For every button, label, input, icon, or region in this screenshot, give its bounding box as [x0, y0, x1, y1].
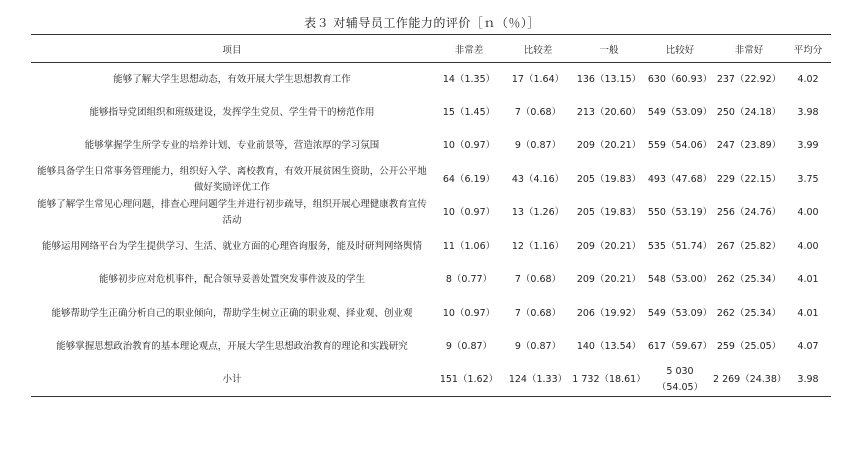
very-poor-cell: 10（0.97）: [442, 307, 496, 319]
poor-cell: 124（1.33）: [505, 364, 571, 397]
average-cell: 140（13.54）: [576, 341, 642, 353]
header-very-good: 非常好: [713, 35, 785, 63]
very-good-cell: 259（25.05）: [716, 341, 782, 353]
average-cell: 205（19.83）: [576, 173, 642, 185]
very-poor-cell: 64（6.19）: [442, 173, 496, 185]
poor-cell: 9（0.87）: [514, 140, 562, 152]
average-cell: 136（13.15）: [576, 73, 642, 85]
item-cell: 能够指导党团组织和班级建设，发挥学生党员、学生骨干的榜范作用: [89, 106, 375, 118]
very-good-cell: 256（24.76）: [716, 207, 782, 219]
item-cell: 能够帮助学生正确分析自己的职业倾向，帮助学生树立正确的职业观、择业观、创业观: [51, 307, 413, 319]
header-item: 项目: [31, 35, 433, 63]
very-poor-cell: 151（1.62）: [433, 364, 505, 397]
mean-score-cell: 4.00: [797, 207, 819, 219]
item-cell: 能够掌握思想政治教育的基本理论观点，开展大学生思想政治教育的理论和实践研究: [56, 341, 408, 353]
very-poor-cell: 14（1.35）: [442, 73, 496, 85]
table-row: [31, 96, 831, 130]
mean-score-cell: 4.01: [797, 274, 819, 286]
poor-cell: 43（4.16）: [511, 173, 565, 185]
subtotal-label: 小计: [31, 364, 433, 397]
item-cell: 能够运用网络平台为学生提供学习、生活、就业方面的心理咨询服务，能及时研判网络舆情: [41, 240, 422, 252]
table-row: [31, 163, 831, 197]
table-row: [31, 230, 831, 264]
average-cell: 205（19.83）: [576, 207, 642, 219]
poor-cell: 13（1.26）: [511, 207, 565, 219]
mean-score-cell: 3.98: [797, 106, 819, 118]
mean-score-cell: 4.02: [797, 73, 819, 85]
good-cell: 548（53.00）: [647, 274, 713, 286]
item-cell: 能够初步应对危机事件，配合领导妥善处置突发事件波及的学生: [98, 274, 365, 286]
item-cell: 能够掌握学生所学专业的培养计划、专业前景等，营造浓厚的学习氛围: [84, 140, 380, 152]
very-good-cell: 247（23.89）: [716, 140, 782, 152]
very-poor-cell: 8（0.77）: [445, 274, 493, 286]
item-cell: 能够了解学生常见心理问题，排查心理问题学生并进行初步疏导，组织开展心理健康教育宣传活动: [37, 199, 427, 227]
table-row: [31, 264, 831, 298]
header-very-poor: 非常差: [433, 35, 505, 63]
mean-score-cell: 4.01: [797, 307, 819, 319]
good-cell: 550（53.19）: [647, 207, 713, 219]
header-good: 比较好: [647, 35, 713, 63]
header-poor: 比较差: [505, 35, 571, 63]
very-good-cell: 250（24.18）: [716, 106, 782, 118]
good-cell: 630（60.93）: [647, 73, 713, 85]
table-row: [31, 331, 831, 365]
poor-cell: 12（1.16）: [511, 240, 565, 252]
evaluation-table: [31, 34, 831, 397]
header-mean-score: 平均分: [785, 35, 831, 63]
average-cell: 213（20.60）: [576, 106, 642, 118]
poor-cell: 7（0.68）: [514, 307, 562, 319]
very-good-cell: 2 269（24.38）: [713, 364, 785, 397]
good-cell: 549（53.09）: [647, 106, 713, 118]
header-row: [31, 35, 831, 63]
very-poor-cell: 15（1.45）: [442, 106, 496, 118]
table-row: [31, 197, 831, 231]
table-row: [31, 63, 831, 97]
very-good-cell: 262（25.34）: [716, 274, 782, 286]
item-cell: 能够具备学生日常事务管理能力，组织好入学、离校教育，有效开展贫困生资助，公开公平地做好奖励评优工作: [37, 165, 427, 193]
mean-score-cell: 4.00: [797, 240, 819, 252]
average-cell: 1 732（18.61）: [571, 364, 647, 397]
item-cell: 能够了解大学生思想动态，有效开展大学生思想教育工作: [113, 73, 351, 85]
poor-cell: 7（0.68）: [514, 106, 562, 118]
very-poor-cell: 10（0.97）: [442, 140, 496, 152]
very-good-cell: 237（22.92）: [716, 73, 782, 85]
subtotal-row: [31, 364, 831, 397]
mean-score-cell: 3.75: [797, 173, 819, 185]
average-cell: 209（20.21）: [576, 140, 642, 152]
very-good-cell: 229（22.15）: [716, 173, 782, 185]
table-title: 表３ 对辅导员工作能力的评价［ｎ（％）］: [304, 16, 540, 30]
very-poor-cell: 11（1.06）: [442, 240, 496, 252]
mean-score-cell: 3.99: [797, 140, 819, 152]
mean-score-cell: 3.98: [785, 364, 831, 397]
mean-score-cell: 4.07: [797, 341, 819, 353]
poor-cell: 17（1.64）: [511, 73, 565, 85]
very-good-cell: 262（25.34）: [716, 307, 782, 319]
header-average: 一般: [571, 35, 647, 63]
good-cell: 549（53.09）: [647, 307, 713, 319]
poor-cell: 7（0.68）: [514, 274, 562, 286]
table-row: [31, 297, 831, 331]
very-good-cell: 267（25.82）: [716, 240, 782, 252]
good-cell: 617（59.67）: [647, 341, 713, 353]
good-cell: 559（54.06）: [647, 140, 713, 152]
good-cell: 5 030（54.05）: [647, 364, 713, 397]
table-row: [31, 130, 831, 164]
very-poor-cell: 10（0.97）: [442, 207, 496, 219]
average-cell: 209（20.21）: [576, 274, 642, 286]
very-poor-cell: 9（0.87）: [445, 341, 493, 353]
poor-cell: 9（0.87）: [514, 341, 562, 353]
good-cell: 535（51.74）: [647, 240, 713, 252]
average-cell: 206（19.92）: [576, 307, 642, 319]
average-cell: 209（20.21）: [576, 240, 642, 252]
good-cell: 493（47.68）: [647, 173, 713, 185]
